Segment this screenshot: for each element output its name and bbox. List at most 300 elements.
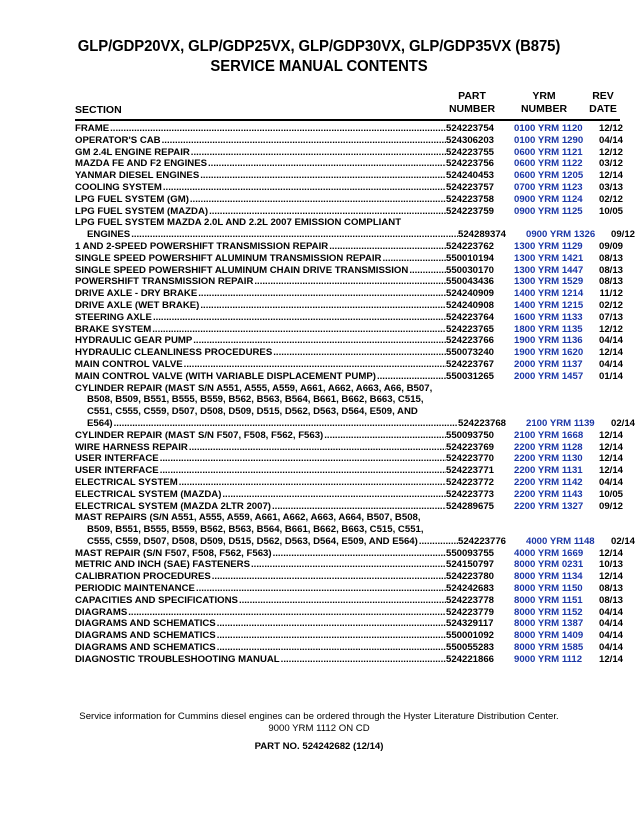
yrm-number-link[interactable]: 8000 YRM 1134 xyxy=(514,571,583,583)
part-number-cell: 550073240 xyxy=(446,347,495,359)
rev-date-cell: 09/12 xyxy=(599,500,624,512)
rev-date-cell: 02/12 xyxy=(599,193,624,205)
section-title: E564) xyxy=(87,417,113,429)
yrm-number-link[interactable]: 2200 YRM 1142 xyxy=(514,476,583,488)
table-row xyxy=(75,476,624,489)
table-row xyxy=(75,229,636,241)
table-row xyxy=(75,170,624,182)
part-number-cell: 524329117 xyxy=(446,618,494,630)
section-title: DIAGRAMS AND SCHEMATICS xyxy=(75,642,216,654)
section-cell xyxy=(75,312,446,324)
section-cell xyxy=(75,524,458,536)
yrm-number-link[interactable]: 1400 YRM 1214 xyxy=(514,288,584,300)
part-number-cell: 524223758 xyxy=(446,193,495,205)
yrm-number-link[interactable]: 0700 YRM 1123 xyxy=(514,181,583,193)
section-cell xyxy=(75,630,446,642)
part-number-label: PART NO. 524242682 (12/14) xyxy=(254,741,384,752)
section-title: MAZDA FE AND F2 ENGINES xyxy=(75,158,208,170)
table-row xyxy=(75,370,624,383)
yrm-number-link[interactable]: 4000 YRM 1148 xyxy=(526,535,595,547)
dot-leader xyxy=(208,158,446,170)
section-title: DRIVE AXLE (WET BRAKE) xyxy=(75,299,200,311)
section-title: MAIN CONTROL VALVE xyxy=(75,358,183,370)
section-title: DIAGRAMS xyxy=(75,606,128,618)
rev-date-cell: 02/12 xyxy=(599,299,624,311)
dot-leader xyxy=(251,559,446,571)
dot-leader xyxy=(272,501,446,513)
header-part-line1: PART xyxy=(458,90,486,102)
section-cell xyxy=(75,147,446,159)
part-number-cell: 524223776 xyxy=(458,535,507,547)
rev-date-cell: 08/13 xyxy=(599,594,624,606)
dot-leader xyxy=(273,548,446,560)
section-title: STEERING AXLE xyxy=(75,311,152,323)
section-cell xyxy=(75,406,458,418)
header-rev-line1: REV xyxy=(592,90,614,102)
part-number-cell: 524242683 xyxy=(446,583,495,595)
yrm-number-link[interactable]: 0900 YRM 1326 xyxy=(526,229,596,241)
section-cell xyxy=(75,359,446,371)
section-cell xyxy=(75,394,458,406)
table-row xyxy=(75,465,624,477)
table-row xyxy=(75,335,624,347)
part-number-cell: 550031265 xyxy=(446,370,495,382)
section-title: BRAKE SYSTEM xyxy=(75,323,152,335)
rev-date-cell: 07/13 xyxy=(599,311,624,323)
rev-date-cell: 09/12 xyxy=(611,229,636,241)
section-cell xyxy=(75,288,446,300)
section-title: B509, B551, B555, B559, B562, B563, B564, B661, B662, B663, C515, C551, xyxy=(87,524,424,536)
section-title: FRAME xyxy=(75,123,110,134)
yrm-number-link[interactable]: 2200 YRM 1131 xyxy=(514,465,583,477)
part-number-cell: 524223771 xyxy=(446,465,495,477)
yrm-number-link[interactable]: 8000 YRM 1409 xyxy=(514,630,584,642)
table-row xyxy=(75,642,624,654)
dot-leader xyxy=(200,300,446,312)
dot-leader xyxy=(377,371,446,383)
rev-date-cell: 09/09 xyxy=(599,240,624,252)
rev-date-cell: 04/14 xyxy=(599,335,624,347)
part-number-cell: 550043436 xyxy=(446,276,495,288)
dot-leader xyxy=(409,265,446,277)
section-title: LPG FUEL SYSTEM MAZDA 2.0L AND 2.2L 2007 EMISSION COMPLIANT xyxy=(75,217,402,229)
section-cell xyxy=(75,253,446,265)
table-row xyxy=(75,158,624,170)
section-cell xyxy=(75,654,446,666)
part-number-cell: 524223756 xyxy=(446,158,495,170)
table-row xyxy=(75,559,624,571)
yrm-number-link[interactable]: 1900 YRM 1136 xyxy=(514,335,583,347)
yrm-number-link[interactable]: 1300 YRM 1447 xyxy=(514,264,584,276)
yrm-number-link[interactable]: 8000 YRM 1152 xyxy=(514,606,583,618)
section-cell xyxy=(75,559,446,571)
table-row xyxy=(75,406,620,418)
table-row xyxy=(75,299,624,312)
part-number-cell: 524223764 xyxy=(446,311,495,323)
part-number-cell: 524223769 xyxy=(446,441,495,453)
yrm-number-link[interactable]: 0600 YRM 1205 xyxy=(514,170,584,182)
section-cell xyxy=(75,182,446,194)
section-cell xyxy=(75,430,446,442)
rev-date-cell: 12/14 xyxy=(599,347,624,359)
yrm-number-link[interactable]: 8000 YRM 0231 xyxy=(514,559,584,571)
part-number-cell: 524223779 xyxy=(446,606,495,618)
dot-leader xyxy=(193,335,446,347)
section-title: LPG FUEL SYSTEM (GM) xyxy=(75,193,189,205)
section-cell xyxy=(75,453,446,465)
section-cell xyxy=(75,265,446,277)
rev-date-cell: 04/14 xyxy=(599,134,624,146)
table-row xyxy=(75,323,624,336)
dot-leader xyxy=(152,324,446,336)
rev-date-cell: 10/05 xyxy=(599,488,624,500)
dot-leader xyxy=(114,418,458,430)
section-title: SINGLE SPEED POWERSHIFT ALUMINUM CHAIN DRIVE TRANSMISSION xyxy=(75,264,409,276)
section-cell xyxy=(75,347,446,359)
dot-leader xyxy=(179,477,446,489)
section-cell xyxy=(75,335,446,347)
section-cell xyxy=(75,135,446,147)
yrm-number-link[interactable]: 0900 YRM 1124 xyxy=(514,193,583,205)
rev-date-cell: 12/14 xyxy=(599,453,624,465)
rev-date-cell: 10/05 xyxy=(599,205,624,217)
section-title: METRIC AND INCH (SAE) FASTENERS xyxy=(75,559,251,571)
section-cell xyxy=(75,229,458,241)
table-row xyxy=(75,193,624,206)
header-yrm-number xyxy=(504,90,584,116)
section-title: COOLING SYSTEM xyxy=(75,181,162,193)
section-title: OPERATOR'S CAB xyxy=(75,134,161,146)
part-number-cell: 524223766 xyxy=(446,335,495,347)
table-row xyxy=(75,429,624,442)
yrm-number-link[interactable]: 0100 YRM 1290 xyxy=(514,134,584,146)
yrm-number-link[interactable]: 2000 YRM 1137 xyxy=(514,358,583,370)
section-cell xyxy=(75,571,446,583)
table-row xyxy=(75,535,636,548)
section-title: C551, C555, C559, D507, D508, D509, D515, D562, D563, D564, E509, AND xyxy=(87,406,418,418)
yrm-number-link[interactable]: 0900 YRM 1125 xyxy=(514,205,583,217)
dot-leader xyxy=(281,654,446,666)
yrm-number-link[interactable]: 8000 YRM 1387 xyxy=(514,618,584,630)
table-row xyxy=(75,146,624,159)
dot-leader xyxy=(329,241,446,253)
part-number-cell: 524306203 xyxy=(446,134,495,146)
table-row xyxy=(75,217,620,229)
table-row xyxy=(75,571,624,583)
rev-date-cell: 12/12 xyxy=(599,323,624,335)
section-cell xyxy=(75,618,446,630)
yrm-number-link[interactable]: 2100 YRM 1668 xyxy=(514,429,584,441)
table-row xyxy=(75,134,624,147)
section-title: CYLINDER REPAIR (MAST S/N F507, F508, F562, F563) xyxy=(75,429,324,441)
section-cell xyxy=(75,194,446,206)
section-title: HYDRAULIC CLEANLINESS PROCEDURES xyxy=(75,347,273,359)
section-title: CYLINDER REPAIR (MAST S/N A551, A555, A559, A661, A662, A663, A66, B507, xyxy=(75,382,433,394)
part-number-cell: 550010194 xyxy=(446,252,495,264)
dot-leader xyxy=(198,288,446,300)
dot-leader xyxy=(217,642,446,654)
section-cell xyxy=(75,583,446,595)
section-cell xyxy=(75,512,446,524)
rev-date-cell: 04/14 xyxy=(599,476,624,488)
part-number-cell: 524223762 xyxy=(446,240,495,252)
part-number-cell: 524223770 xyxy=(446,453,495,465)
rev-date-cell: 08/13 xyxy=(599,276,624,288)
section-title: ELECTRICAL SYSTEM (MAZDA 2LTR 2007) xyxy=(75,500,271,512)
part-number-cell: 550055283 xyxy=(446,642,495,654)
section-cell xyxy=(75,324,446,336)
section-title: DIAGRAMS AND SCHEMATICS xyxy=(75,630,216,642)
section-cell xyxy=(75,241,446,253)
section-cell xyxy=(75,489,446,501)
section-title: USER INTERFACE xyxy=(75,453,159,465)
part-number-cell: 524240909 xyxy=(446,288,495,300)
table-row xyxy=(75,618,624,630)
section-title: ELECTRICAL SYSTEM xyxy=(75,476,178,488)
section-title: GM 2.4L ENGINE REPAIR xyxy=(75,146,190,158)
yrm-number-link[interactable]: 9000 YRM 1112 xyxy=(514,653,583,665)
part-number-cell: 524223772 xyxy=(446,476,495,488)
rev-date-cell: 04/14 xyxy=(599,618,624,630)
part-number-cell: 524223765 xyxy=(446,323,495,335)
rev-date-cell: 12/14 xyxy=(599,571,624,583)
section-cell xyxy=(75,642,446,654)
section-cell xyxy=(75,276,446,288)
rev-date-cell: 11/12 xyxy=(599,288,623,300)
section-title: WIRE HARNESS REPAIR xyxy=(75,441,188,453)
rev-date-cell: 12/14 xyxy=(599,653,624,665)
table-row xyxy=(75,288,623,300)
dot-leader xyxy=(200,170,446,182)
rev-date-cell: 08/13 xyxy=(599,583,624,595)
section-cell xyxy=(75,418,458,430)
section-title: USER INTERFACE xyxy=(75,465,159,477)
header-yrm-line1: YRM xyxy=(532,90,556,102)
table-row xyxy=(75,240,624,253)
table-row xyxy=(75,347,624,359)
yrm-number-link[interactable]: 1800 YRM 1135 xyxy=(514,323,583,335)
dot-leader xyxy=(254,276,446,288)
rev-date-cell: 02/14 xyxy=(611,535,636,547)
table-row xyxy=(75,453,624,465)
header-divider xyxy=(75,119,620,121)
section-cell xyxy=(75,501,446,513)
yrm-number-link[interactable]: 8000 YRM 1585 xyxy=(514,642,584,654)
header-section: SECTION xyxy=(75,104,122,116)
part-number-cell: 550001092 xyxy=(446,630,495,642)
footer-note: Service information for Cummins diesel engines can be ordered through the Hyster Literature Distribution Center. xyxy=(79,711,559,722)
part-number-cell: 524240908 xyxy=(446,299,495,311)
header-part-number xyxy=(442,90,502,116)
yrm-number-link[interactable]: 2000 YRM 1457 xyxy=(514,370,584,382)
table-row xyxy=(75,276,624,288)
section-cell xyxy=(75,477,446,489)
rev-date-cell: 04/14 xyxy=(599,358,624,370)
table-row xyxy=(75,252,624,265)
rev-date-cell: 08/13 xyxy=(599,252,624,264)
yrm-number-link[interactable]: 8000 YRM 1151 xyxy=(514,594,583,606)
rev-date-cell: 12/14 xyxy=(599,547,624,559)
dot-leader xyxy=(212,571,446,583)
yrm-number-link[interactable]: 1300 YRM 1129 xyxy=(514,240,583,252)
dot-leader xyxy=(273,347,446,359)
dot-leader xyxy=(128,607,446,619)
section-title: DIAGRAMS AND SCHEMATICS xyxy=(75,618,216,630)
part-number-cell: 550093750 xyxy=(446,429,495,441)
header-rev-line2: DATE xyxy=(589,103,617,115)
section-cell xyxy=(75,158,446,170)
section-cell xyxy=(75,170,446,182)
part-number-cell: 524150797 xyxy=(446,559,495,571)
yrm-number-link[interactable]: 1900 YRM 1620 xyxy=(514,347,584,359)
dot-leader xyxy=(209,206,446,218)
section-title: SINGLE SPEED POWERSHIFT ALUMINUM TRANSMISSION REPAIR xyxy=(75,252,382,264)
part-number-cell: 550030170 xyxy=(446,264,495,276)
header-part-line2: NUMBER xyxy=(448,103,496,115)
dot-leader xyxy=(131,229,458,241)
part-number-cell: 550093755 xyxy=(446,547,495,559)
dot-leader xyxy=(110,123,446,135)
part-number-cell: 524221866 xyxy=(446,653,495,665)
rev-date-cell: 12/14 xyxy=(599,170,624,182)
dot-leader xyxy=(217,630,446,642)
table-row xyxy=(75,488,624,501)
part-number-cell: 524223767 xyxy=(446,358,495,370)
table-row xyxy=(75,524,620,536)
section-title: 1 AND 2-SPEED POWERSHIFT TRANSMISSION REPAIR xyxy=(75,240,329,252)
yrm-number-link[interactable]: 0100 YRM 1120 xyxy=(514,123,583,134)
part-number-cell: 524223759 xyxy=(446,205,495,217)
rev-date-cell: 12/14 xyxy=(599,465,624,477)
table-row xyxy=(75,547,624,560)
part-number-cell: 524223754 xyxy=(446,123,495,134)
yrm-number-link[interactable]: 1300 YRM 1421 xyxy=(514,252,584,264)
dot-leader xyxy=(163,182,446,194)
dot-leader xyxy=(162,135,446,147)
dot-leader xyxy=(190,194,446,206)
table-row xyxy=(75,205,624,218)
yrm-number-link[interactable]: 2200 YRM 1143 xyxy=(514,488,583,500)
contents-table xyxy=(75,123,636,666)
dot-leader xyxy=(160,465,446,477)
yrm-number-link[interactable]: 8000 YRM 1150 xyxy=(514,583,583,595)
table-row xyxy=(75,630,624,642)
table-row xyxy=(75,417,636,430)
rev-date-cell: 12/12 xyxy=(599,123,624,134)
table-row xyxy=(75,123,624,135)
section-title: CAPACITIES AND SPECIFICATIONS xyxy=(75,594,238,606)
section-cell xyxy=(75,217,446,229)
section-title: CALIBRATION PROCEDURES xyxy=(75,571,211,583)
rev-date-cell: 03/12 xyxy=(599,158,624,170)
table-row xyxy=(75,181,624,194)
part-number-cell: 524289675 xyxy=(446,500,495,512)
section-title: ELECTRICAL SYSTEM (MAZDA) xyxy=(75,488,222,500)
rev-date-cell: 12/14 xyxy=(599,441,624,453)
rev-date-cell: 12/14 xyxy=(599,429,624,441)
rev-date-cell: 04/14 xyxy=(599,606,624,618)
section-cell xyxy=(75,300,446,312)
yrm-number-link[interactable]: 4000 YRM 1669 xyxy=(514,547,584,559)
section-title: DRIVE AXLE - DRY BRAKE xyxy=(75,288,198,300)
rev-date-cell: 02/14 xyxy=(611,417,636,429)
section-title: POWERSHIFT TRANSMISSION REPAIR xyxy=(75,276,254,288)
document-title: GLP/GDP20VX, GLP/GDP25VX, GLP/GDP30VX, GLP/GDP35VX (B875) xyxy=(77,38,561,55)
dot-leader xyxy=(239,595,446,607)
section-title: HYDRAULIC GEAR PUMP xyxy=(75,335,193,347)
section-title: MAST REPAIRS (S/N A551, A555, A559, A661, A662, A663, A664, B507, B508, xyxy=(75,512,421,524)
rev-date-cell: 10/13 xyxy=(599,559,624,571)
table-row xyxy=(75,606,624,619)
dot-leader xyxy=(189,442,446,454)
section-cell xyxy=(75,536,458,548)
document-subtitle: SERVICE MANUAL CONTENTS xyxy=(210,58,428,75)
yrm-number-link[interactable]: 2200 YRM 1130 xyxy=(514,453,583,465)
table-row xyxy=(75,264,624,277)
dot-leader xyxy=(217,618,446,630)
yrm-number-link[interactable]: 1300 YRM 1529 xyxy=(514,276,584,288)
dot-leader xyxy=(153,312,446,324)
yrm-number-link[interactable]: 0600 YRM 1122 xyxy=(514,158,583,170)
dot-leader xyxy=(382,253,446,265)
part-number-cell: 524223757 xyxy=(446,181,495,193)
part-number-cell: 524223780 xyxy=(446,571,495,583)
yrm-number-link[interactable]: 2100 YRM 1139 xyxy=(526,417,595,429)
yrm-number-link[interactable]: 2200 YRM 1327 xyxy=(514,500,584,512)
section-title: ENGINES xyxy=(87,229,131,241)
footer-cd-reference: 9000 YRM 1112 ON CD xyxy=(268,723,370,734)
section-title: B508, B509, B551, B555, B559, B562, B563, B564, B661, B662, B663, C515, xyxy=(87,394,424,406)
part-number-cell: 524223755 xyxy=(446,146,495,158)
section-cell xyxy=(75,383,446,395)
part-number-cell: 524223778 xyxy=(446,594,495,606)
table-row xyxy=(75,441,624,454)
section-cell xyxy=(75,123,446,135)
table-row xyxy=(75,394,620,406)
table-row xyxy=(75,583,624,595)
section-cell xyxy=(75,548,446,560)
yrm-number-link[interactable]: 0600 YRM 1121 xyxy=(514,146,583,158)
dot-leader xyxy=(184,359,446,371)
table-row xyxy=(75,311,624,324)
rev-date-cell: 04/14 xyxy=(599,642,624,654)
dot-leader xyxy=(191,147,446,159)
section-title: DIAGNOSTIC TROUBLESHOOTING MANUAL xyxy=(75,653,280,665)
header-yrm-line2: NUMBER xyxy=(520,103,568,115)
dot-leader xyxy=(324,430,446,442)
rev-date-cell: 12/12 xyxy=(599,146,624,158)
section-title: MAIN CONTROL VALVE (WITH VARIABLE DISPLACEMENT PUMP) xyxy=(75,370,376,382)
dot-leader xyxy=(222,489,446,501)
section-title: PERIODIC MAINTENANCE xyxy=(75,583,195,595)
section-cell xyxy=(75,206,446,218)
yrm-number-link[interactable]: 1600 YRM 1133 xyxy=(514,311,583,323)
part-number-cell: 524240453 xyxy=(446,170,495,182)
table-row xyxy=(75,512,620,524)
table-row xyxy=(75,383,620,395)
yrm-number-link[interactable]: 2200 YRM 1128 xyxy=(514,441,583,453)
header-rev-date xyxy=(586,90,620,116)
rev-date-cell: 04/14 xyxy=(599,630,624,642)
table-row xyxy=(75,500,624,513)
table-row xyxy=(75,653,624,666)
part-number-cell: 524223768 xyxy=(458,417,507,429)
section-title: LPG FUEL SYSTEM (MAZDA) xyxy=(75,205,209,217)
table-row xyxy=(75,594,624,607)
dot-leader xyxy=(419,536,458,548)
rev-date-cell: 08/13 xyxy=(599,264,624,276)
yrm-number-link[interactable]: 1400 YRM 1215 xyxy=(514,299,584,311)
